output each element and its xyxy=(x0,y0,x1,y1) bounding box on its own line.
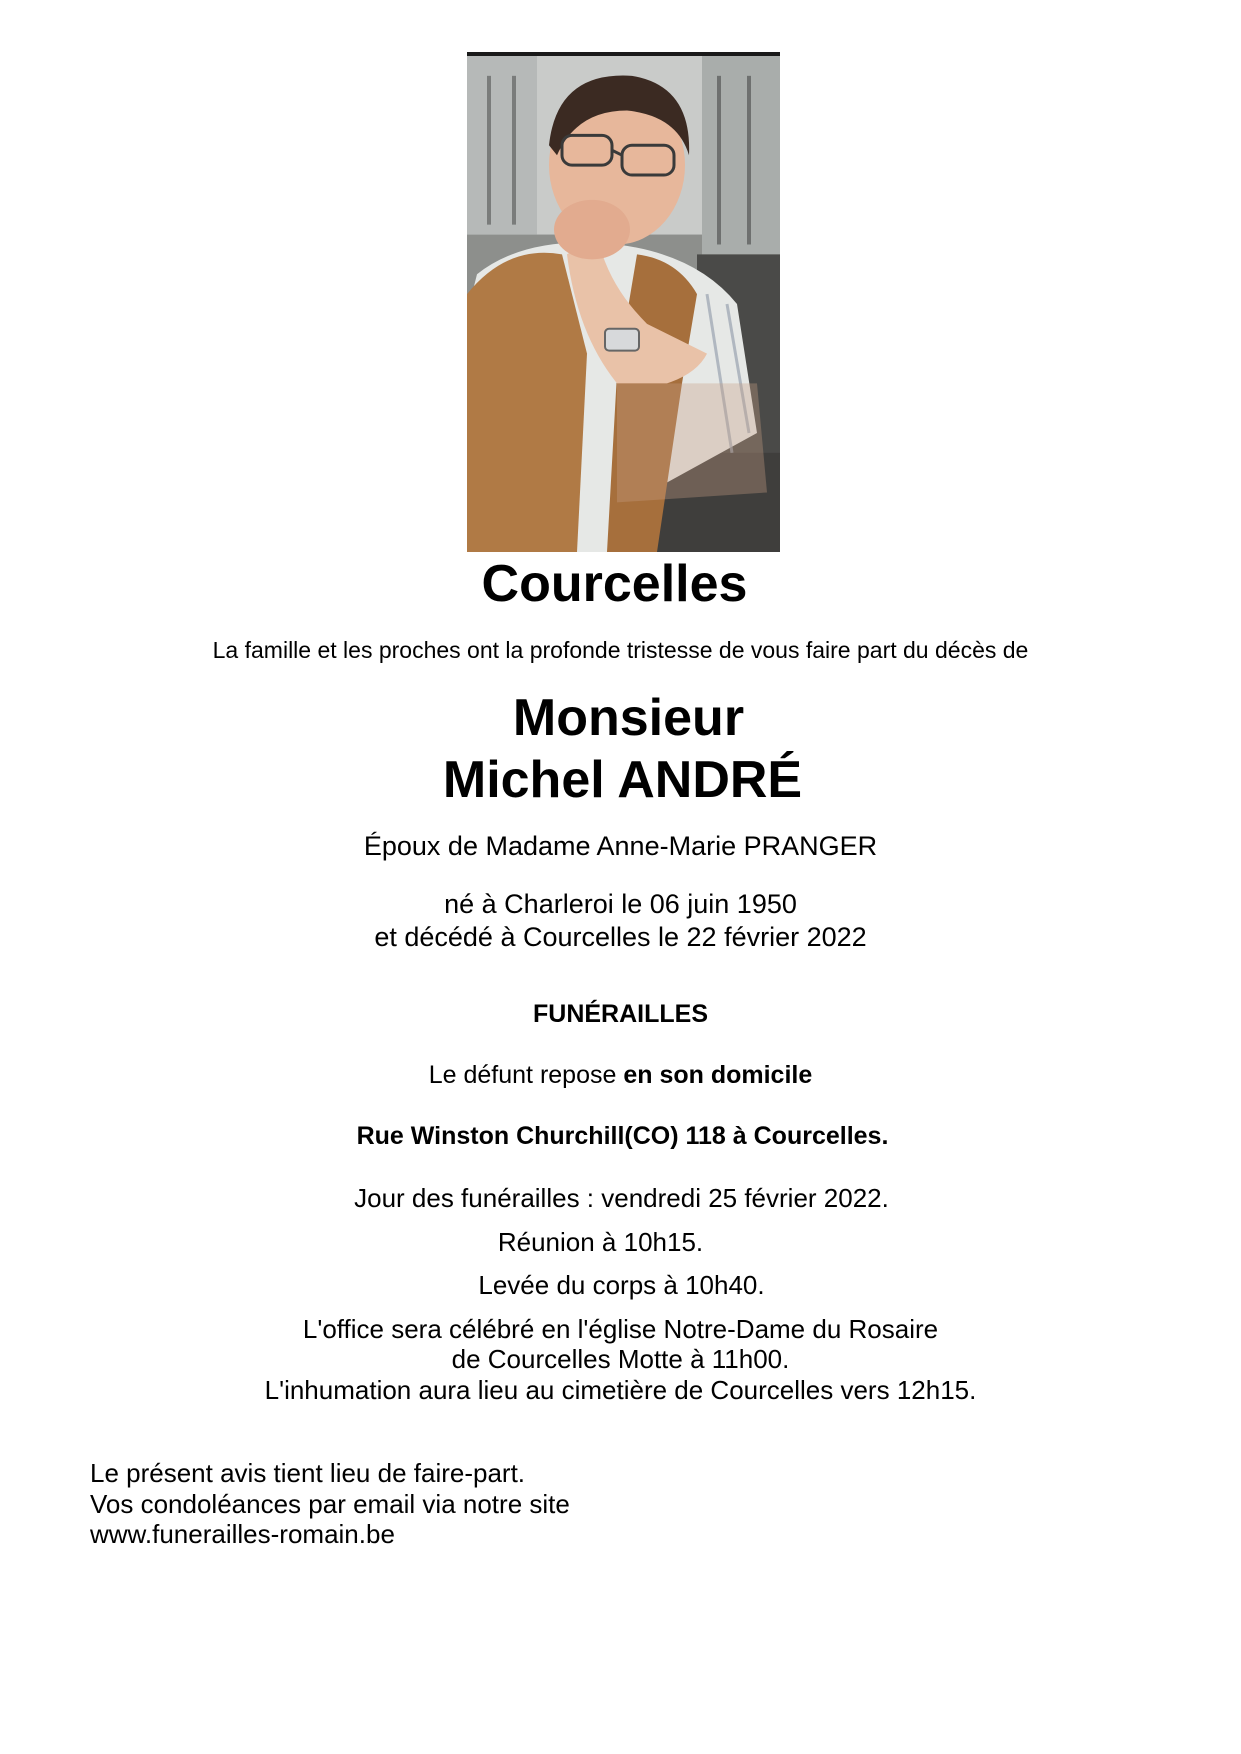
death-line: et décédé à Courcelles le 22 février 2022 xyxy=(374,922,867,952)
funeral-day: Jour des funérailles : vendredi 25 février 2022. xyxy=(354,1183,889,1213)
deceased-name: Michel ANDRÉ xyxy=(442,751,803,809)
meeting-time: Réunion à 10h15. xyxy=(497,1227,704,1257)
deceased-title: Monsieur xyxy=(512,689,745,747)
repose-address: Rue Winston Churchill(CO) 118 à Courcelles. xyxy=(356,1122,889,1150)
burial-line: L'inhumation aura lieu au cimetière de Courcelles vers 12h15. xyxy=(264,1375,977,1405)
city-heading: Courcelles xyxy=(481,555,748,613)
funeral-heading: FUNÉRAILLES xyxy=(533,1000,708,1028)
spouse-line: Époux de Madame Anne-Marie PRANGER xyxy=(363,831,878,861)
service-line-2: de Courcelles Motte à 11h00. xyxy=(451,1344,790,1374)
portrait-illustration xyxy=(467,56,780,552)
portrait-photo xyxy=(467,52,780,552)
footer-condolences: Vos condoléances par email via notre site xyxy=(90,1489,570,1519)
departure-time: Levée du corps à 10h40. xyxy=(478,1270,765,1300)
footer-website-link[interactable]: www.funerailles-romain.be xyxy=(90,1519,395,1549)
repose-place: en son domicile xyxy=(623,1061,813,1089)
footer-notice: Le présent avis tient lieu de faire-part. xyxy=(90,1458,526,1488)
repose-line xyxy=(0,1060,1241,1090)
service-line-1: L'office sera célébré en l'église Notre-Dame du Rosaire xyxy=(302,1314,939,1344)
repose-prefix: Le défunt repose xyxy=(428,1061,624,1089)
birth-line: né à Charleroi le 06 juin 1950 xyxy=(444,889,797,919)
intro-text: La famille et les proches ont la profonde tristesse de vous faire part du décès de xyxy=(212,637,1029,663)
